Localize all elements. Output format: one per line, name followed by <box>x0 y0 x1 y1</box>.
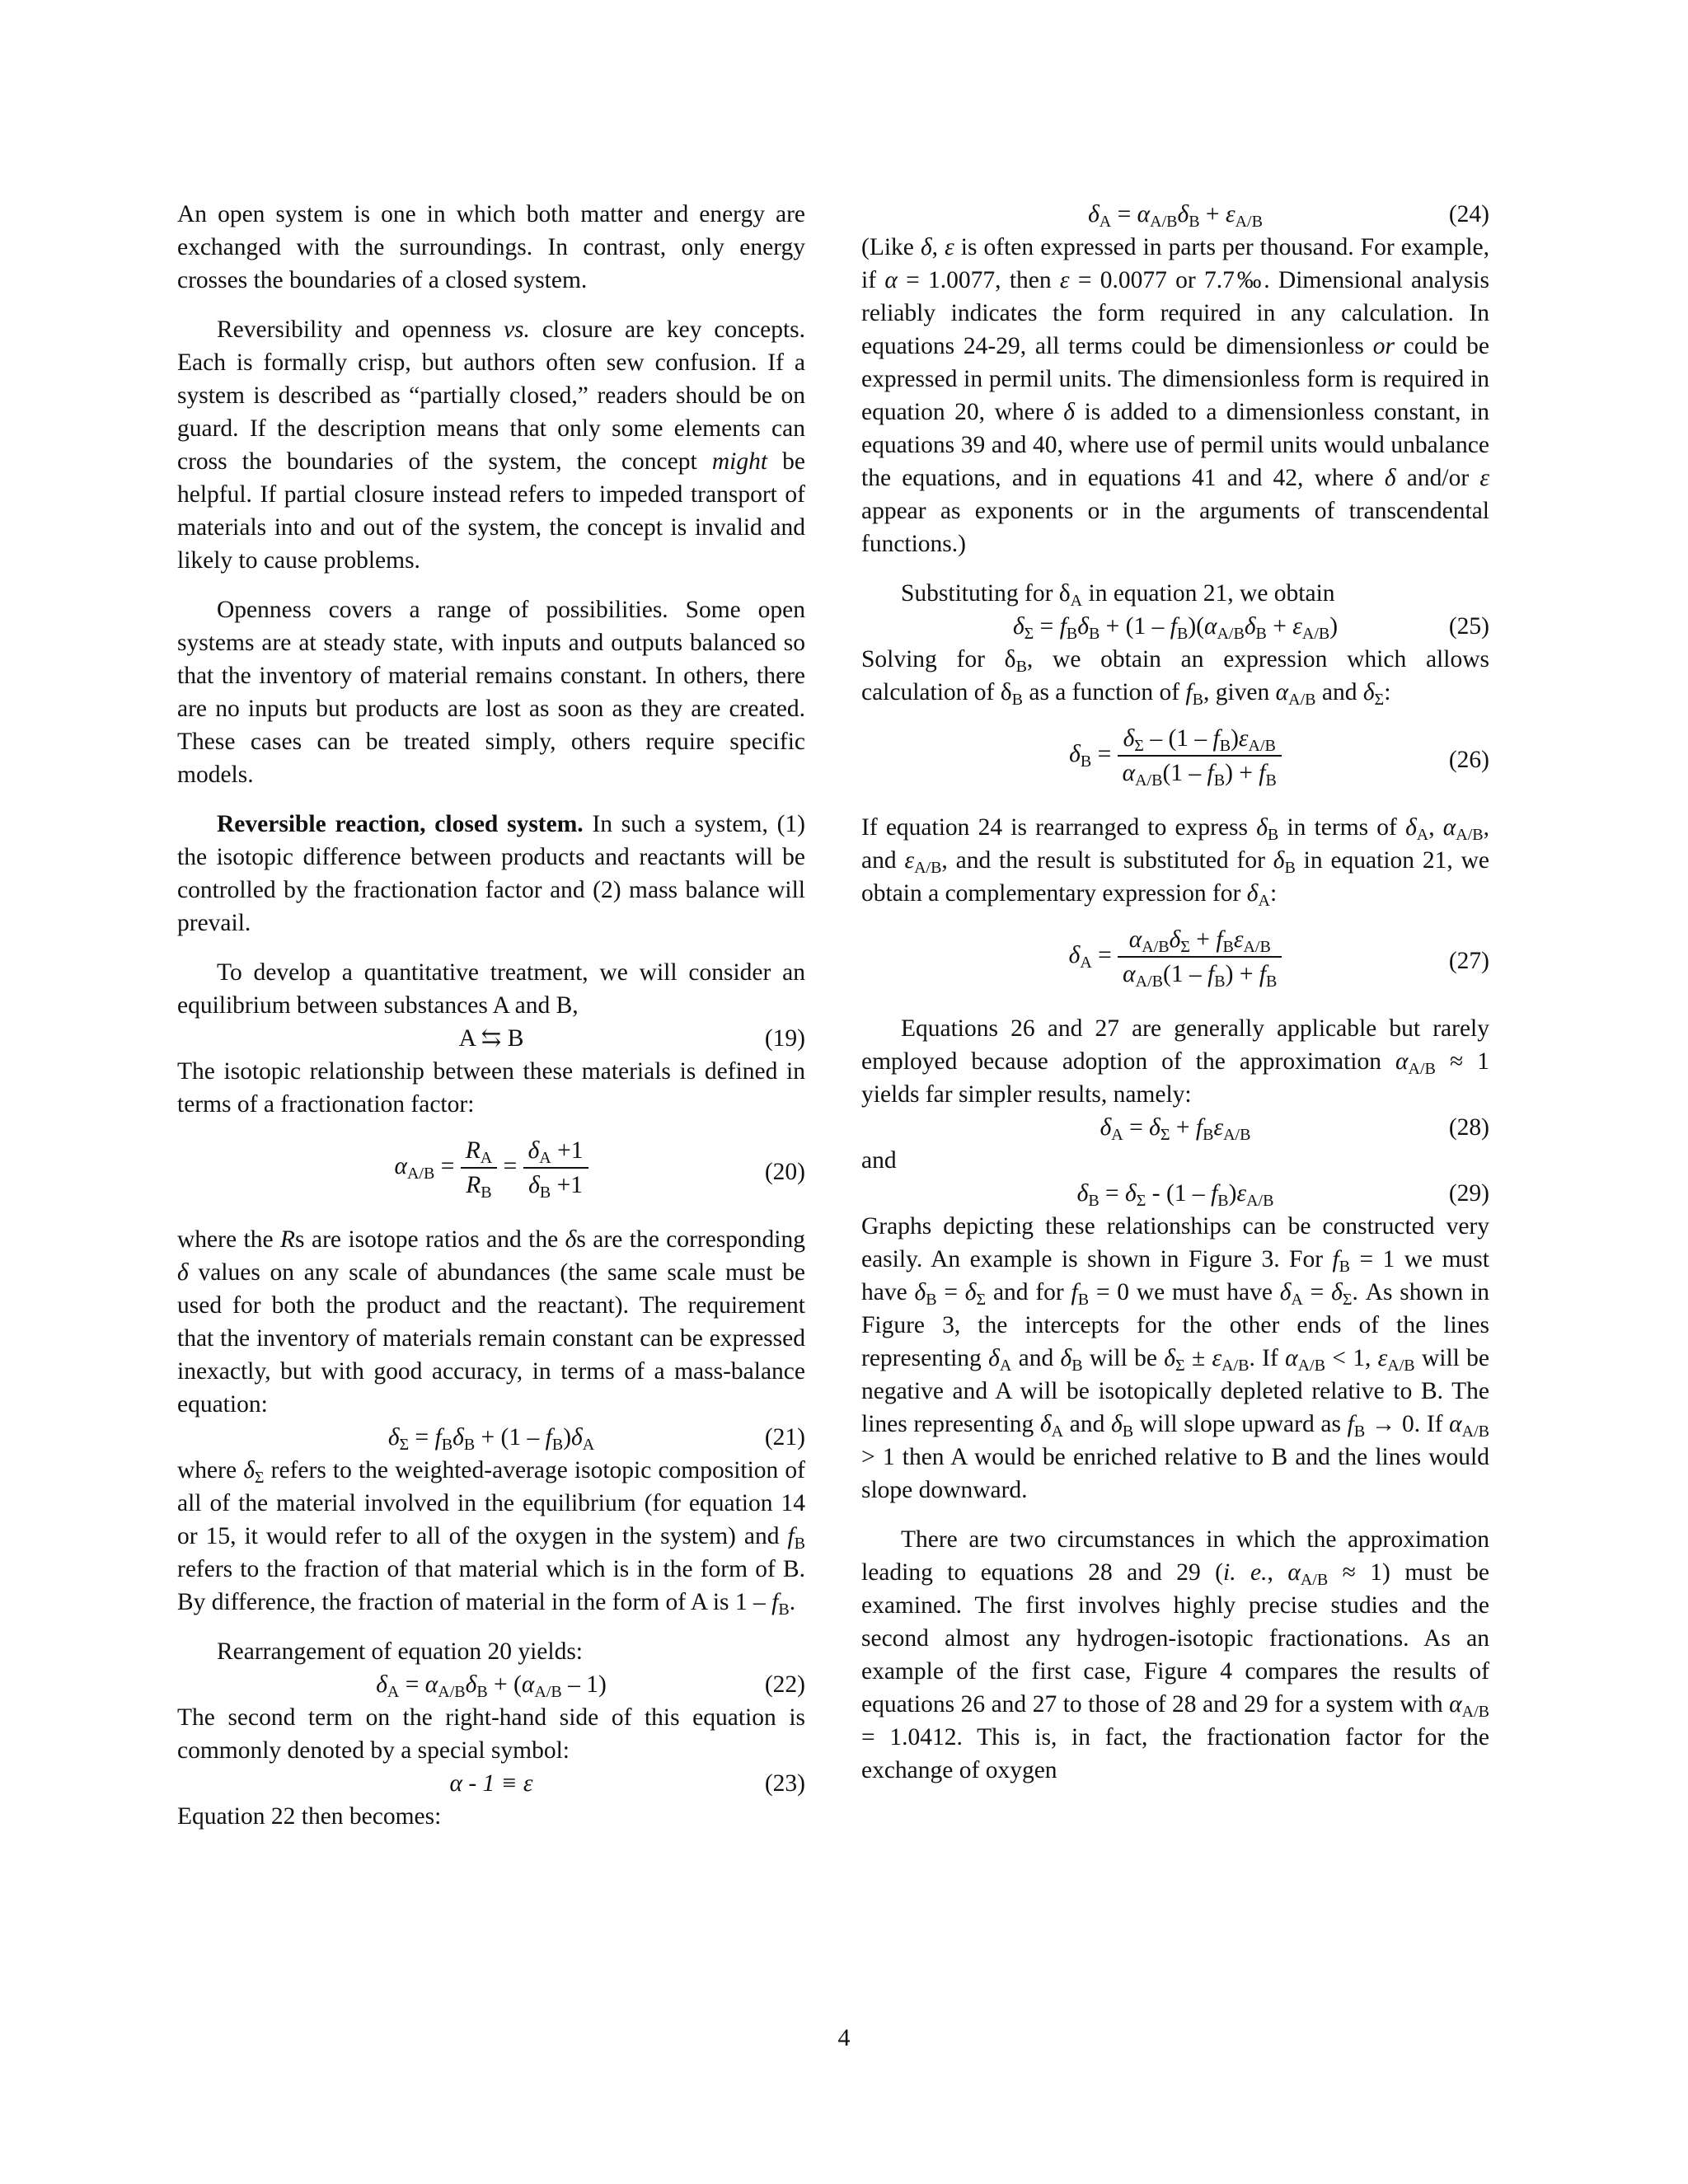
equation-number: (26) <box>1448 747 1489 773</box>
paragraph-open-system: An open system is one in which both matter and energy are exchanged with the surroundings. In contrast, only energy crosses the boundaries of a closed system. <box>177 201 805 293</box>
equation-number: (29) <box>1448 1180 1489 1207</box>
paragraph-substituting: Substituting for $\delta_A$ in equation 21, we obtain <box>901 580 1335 610</box>
equation-25: $\delta_\Sigma = f_B\delta_B + (1 - f_B)(\alpha_{A/B}\delta_B + \varepsilon_{A/B})$ (25) <box>861 610 1489 643</box>
page-number: 4 <box>837 2024 851 2051</box>
equation-29: $\delta_B = \delta_\Sigma - (1 - f_B)\varepsilon_{A/B}$ (29) <box>861 1177 1489 1210</box>
paragraph-graphs: Graphs depicting these relationships can be constructed very easily. An example is shown in Figure 3. For $f_B = 1$ we must have $\delta_B = \delta_\Sigma$ and for $f_B = 0$ we must have $\delta_A = \delta_\Sigma$. As shown in Figure 3, the intercepts for the other ends of the lines representing $\delta_A$ and $\delta_B$ will be $\delta_\Sigma \pm \varepsilon_{A/B}$. If $\alpha_{A/B} < 1$, $\varepsilon_{A/B}$ will be negative and A will be isotopically depleted relative to B. The lines representing $\delta_A$ and $\delta_B$ will slope upward as $f_B \to 0$. If $\alpha_{A/B} > 1$ then A would be enriched relative to B and the lines would slope downward. <box>861 1213 1489 1503</box>
equation-number: (22) <box>764 1671 805 1698</box>
paragraph-second-term: The second term on the right-hand side of this equation is commonly denoted by a special symbol: <box>177 1704 805 1764</box>
paragraph-isotopic-relationship: The isotopic relationship between these materials is defined in terms of a fractionation factor: <box>177 1058 805 1118</box>
equation-number: (23) <box>764 1770 805 1797</box>
paragraph-quantitative-treatment: To develop a quantitative treatment, we will consider an equilibrium between substances A and B, <box>177 959 805 1019</box>
paragraph-permil-note: (Like δ, ε is often expressed in parts per thousand. For example, if α = 1.0077, then ε = 0.0077 or 7.7‰. Dimensional analysis reliably indicates the form required in any calculation. In equations 24-29, all terms could be dimensionless or could be expressed in permil units. The dimensionless form is required in equation 20, where δ is added to a dimensionless constant, in equations 39 and 40, where use of permil units would unbalance the equations, and in equations 41 and 42, where δ and/or ε appear as exponents or in the arguments of transcendental functions.) <box>861 234 1490 557</box>
equation-28: $\delta_A = \delta_\Sigma + f_B\varepsilon_{A/B}$ (28) <box>861 1111 1489 1144</box>
section-heading: Reversible reaction, closed system. <box>217 811 584 837</box>
equation-number: (24) <box>1448 201 1489 227</box>
paragraph-equation-22-becomes: Equation 22 then becomes: <box>177 1803 442 1830</box>
paragraph-reversible-reaction: Reversible reaction, closed system. In such a system, (1) the isotopic difference between products and reactants will be controlled by the fractionation factor and (2) mass balance will prevail. <box>177 811 805 936</box>
paragraph-and: and <box>861 1147 897 1174</box>
equation-number: (28) <box>1448 1114 1489 1141</box>
equation-27: $\delta_A$ = $\frac{\alpha_{A/B}\delta_\Sigma + f_B\varepsilon_{A/B}}{\alpha_{A/B}(1 - f_B) + f_B}$ (27) <box>861 923 1489 999</box>
paragraph-two-circumstances: There are two circumstances in which the approximation leading to equations 28 and 29 (i. e., $\alpha_{A/B} \approx 1$) must be examined. The first involves highly precise studies and the second almost any hydrogen-isotopic fractionations. As an example of the first case, Figure 4 compares the results of equations 26 and 27 to those of 28 and 29 for a system with $\alpha_{A/B} = 1.0412$. This is, in fact, the fractionation factor for the exchange of oxygen <box>861 1526 1489 1783</box>
equation-24: $\delta_A = \alpha_{A/B}\delta_B + \varepsilon_{A/B}$ (24) <box>861 198 1489 231</box>
equation-26: $\delta_B$ = $\frac{\delta_\Sigma - (1 - f_B)\varepsilon_{A/B}}{\alpha_{A/B}(1 - f_B) + f_B}$ (26) <box>861 722 1489 798</box>
paragraph-rearrangement: Rearrangement of equation 20 yields: <box>217 1638 583 1665</box>
equation-19: A ⇆ B (19) <box>177 1022 805 1055</box>
equation-21: $\delta_\Sigma = f_B\delta_B + (1 - f_B)\delta_A$ (21) <box>177 1421 805 1454</box>
equation-20: $\alpha_{A/B}$ = $\frac{R_A}{R_B}$ = $\frac{\delta_A +1}{\delta_B +1}$ (20) <box>177 1134 805 1210</box>
left-column <box>177 198 805 1833</box>
paragraph-weighted-average: where $\delta_\Sigma$ refers to the weighted-average isotopic composition of all of the material involved in the equilibrium (for equation 14 or 15, it would refer to all of the oxygen in the system) and $f_B$ refers to the fraction of that material which is in the form of B. By difference, the fraction of material in the form of A is $1 - f_B$. <box>177 1457 805 1619</box>
paragraph-solving: Solving for $\delta_B$, we obtain an expression which allows calculation of $\delta_B$ as a function of $f_B$, given $\alpha_{A/B}$ and $\delta_\Sigma$: <box>861 646 1489 709</box>
equation-number: (27) <box>1448 948 1489 974</box>
paragraph-complementary: If equation 24 is rearranged to express $\delta_B$ in terms of $\delta_A$, $\alpha_{A/B}$, and $\varepsilon_{A/B}$, and the result is substituted for $\delta_B$ in equation 21, we obtain a complementary expression for $\delta_A$: <box>861 814 1490 910</box>
equation-number: (19) <box>764 1025 805 1052</box>
equation-number: (25) <box>1448 613 1489 640</box>
paragraph-approximation: Equations 26 and 27 are generally applicable but rarely employed because adoption of the approximation $\alpha_{A/B} \approx 1$ yields far simpler results, namely: <box>861 1015 1489 1108</box>
equation-23: α - 1 ≡ ε (23) <box>177 1767 805 1800</box>
paragraph-reversibility: Reversibility and openness vs. closure are key concepts. Each is formally crisp, but authors often sew confusion. If a system is described as “partially closed,” readers should be on guard. If the description means that only some elements can cross the boundaries of the system, the concept might be helpful. If partial closure instead refers to impeded transport of materials into and out of the system, the concept is invalid and likely to cause problems. <box>177 316 806 574</box>
paragraph-isotope-ratios: where the Rs are isotope ratios and the δs are the corresponding δ values on any scale of abundances (the same scale must be used for both the product and the reactant). The requirement that the inventory of materials remain constant can be expressed inexactly, but with good accuracy, in terms of a mass-balance equation: <box>177 1226 806 1418</box>
equation-22: $\delta_A = \alpha_{A/B}\delta_B + (\alpha_{A/B} - 1)$ (22) <box>177 1668 805 1701</box>
right-column <box>861 198 1489 1787</box>
equation-number: (21) <box>764 1424 805 1451</box>
paragraph-openness: Openness covers a range of possibilities. Some open systems are at steady state, with inputs and outputs balanced so that the inventory of material remains constant. In others, there are no inputs but products are lost as soon as they are created. These cases can be treated simply, others require specific models. <box>177 597 805 788</box>
equation-number: (20) <box>764 1159 805 1185</box>
